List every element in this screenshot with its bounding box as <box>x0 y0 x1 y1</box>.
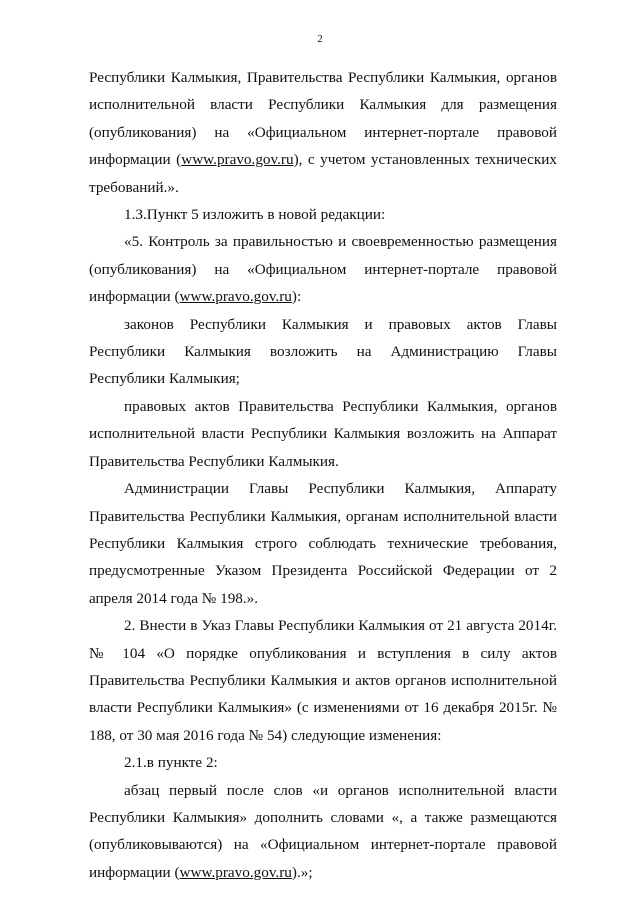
paragraph-text-after: ).»; <box>291 863 313 881</box>
page-number: 2 <box>317 33 323 45</box>
document-body <box>89 64 557 886</box>
pravo-link[interactable]: www.pravo.gov.ru <box>179 863 292 881</box>
paragraph-laws: законов Республики Калмыкия и правовых актов Главы Республики Калмыкия возложить на Администрацию Главы Республики Калмыкия; <box>89 315 557 388</box>
paragraph-text: «5. Контроль за правильностью и своевременностью размещения (опубликования) на «Официальном интернет-портале правовой информации ( <box>89 233 557 306</box>
paragraph-item-2: 2. Внести в Указ Главы Республики Калмыкия от 21 августа 2014г. № 104 «О порядке опубликования и вступления в силу актов Правительства Республики Калмыкия и актов органов исполнительной власти Республики Калмыкия» (с изменениями от 16 декабря 2015г. № 188, от 30 мая 2016 года № 54) следующие изменения: <box>89 617 557 744</box>
paragraph-item-1-3: 1.3.Пункт 5 изложить в новой редакции: <box>124 206 386 224</box>
paragraph-text: абзац первый после слов «и органов исполнительной власти Республики Калмыкия» дополнить словами «, а также размещаются (опубликовываются) на «Официальном интернет-портале правовой информации ( <box>89 781 557 881</box>
paragraph-abzac <box>89 777 557 887</box>
paragraph-text-after: ): <box>291 288 302 306</box>
pravo-link[interactable]: www.pravo.gov.ru <box>181 151 294 169</box>
paragraph-administrations: Администрации Главы Республики Калмыкия, Аппарату Правительства Республики Калмыкия, органам исполнительной власти Республики Калмыкия строго соблюдать технические требования, предусмотренные Указом Президента Российской Федерации от 2 апреля 2014 года № 198.». <box>89 480 557 607</box>
paragraph-text: Республики Калмыкия, Правительства Республики Калмыкия, органов исполнительной власти Республики Калмыкия для размещения (опубликования) на «Официальном интернет-портале правовой информации ( <box>89 69 557 169</box>
paragraph-text-after: ), с учетом установленных технических требований.». <box>89 151 557 196</box>
pravo-link[interactable]: www.pravo.gov.ru <box>179 288 292 306</box>
paragraph-item-5 <box>89 228 557 310</box>
paragraph-legal-acts: правовых актов Правительства Республики Калмыкия, органов исполнительной власти Республики Калмыкия возложить на Аппарат Правительства Республики Калмыкия. <box>89 397 557 470</box>
paragraph-item-2-1: 2.1.в пункте 2: <box>124 754 218 772</box>
paragraph-continuation <box>89 64 557 201</box>
